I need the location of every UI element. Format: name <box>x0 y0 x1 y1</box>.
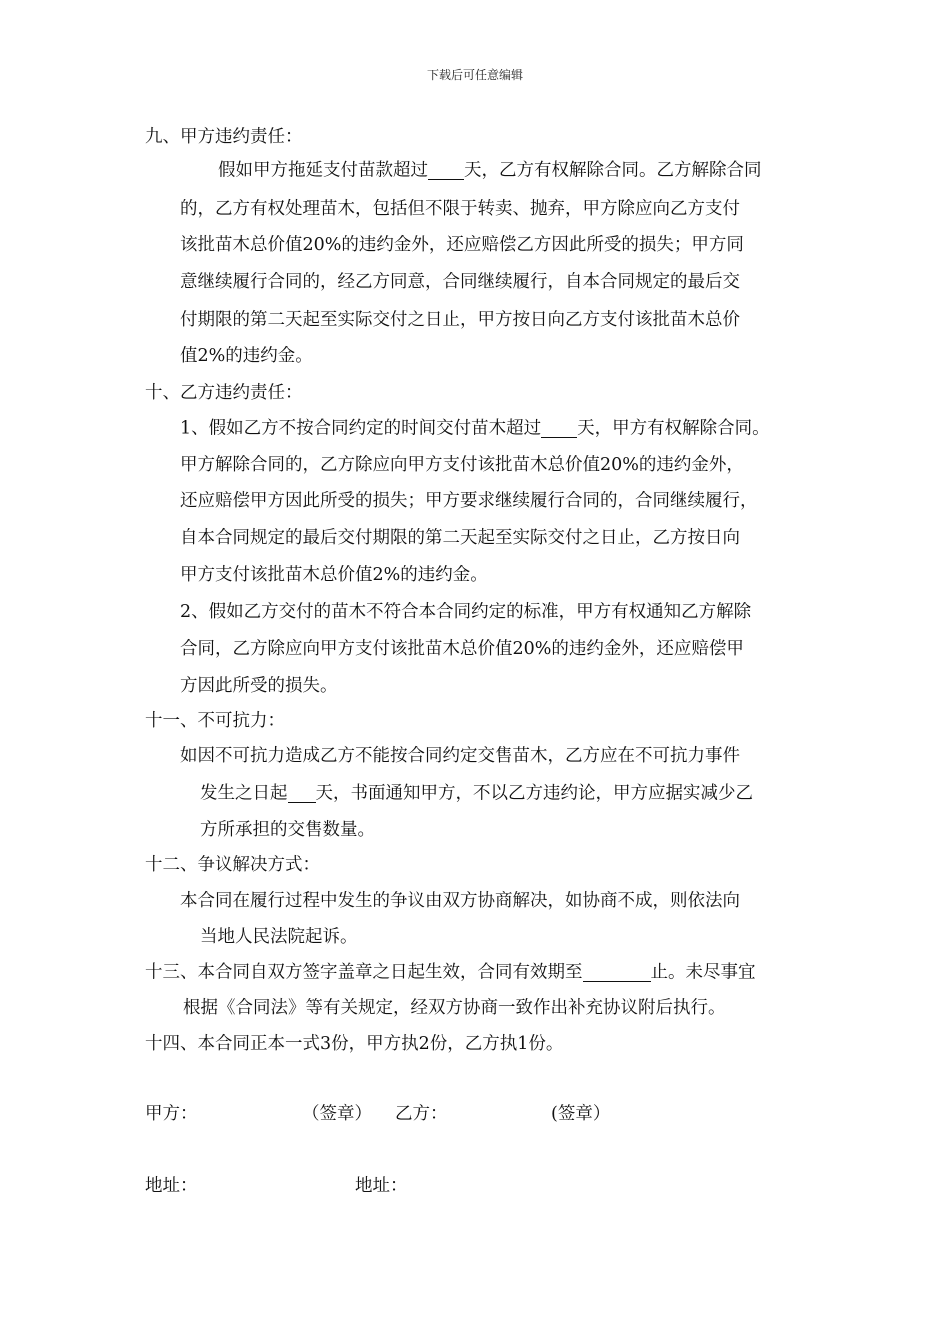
blank-days <box>288 785 316 803</box>
section-10-p1-line-4: 自本合同规定的最后交付期限的第二天起至实际交付之日止，乙方按日向 <box>180 528 740 548</box>
section-10-p1-line-3: 还应赔偿甲方因此所受的损失；甲方要求继续履行合同的，合同继续履行， <box>180 491 758 511</box>
section-9-line-4: 意继续履行合同的，经乙方同意，合同继续履行，自本合同规定的最后交 <box>180 272 740 292</box>
section-12-line-2: 当地人民法院起诉。 <box>200 927 358 947</box>
blank-days <box>541 420 577 438</box>
blank-days <box>428 162 464 180</box>
section-9-line-6: 值2%的违约金。 <box>180 346 313 366</box>
party-a-seal: （签章） <box>302 1104 372 1124</box>
section-12-title: 十二、争议解决方式： <box>145 855 320 875</box>
section-10-title: 十、乙方违约责任： <box>145 383 303 403</box>
section-11-line-1: 如因不可抗力造成乙方不能按合同约定交售苗木，乙方应在不可抗力事件 <box>180 746 740 766</box>
page-header-note: 下载后可任意编辑 <box>426 68 523 82</box>
section-10-p2-line-1: 2、假如乙方交付的苗木不符合本合同约定的标准，甲方有权通知乙方解除 <box>180 602 752 622</box>
section-13-line-1: 十三、本合同自双方签字盖章之日起生效，合同有效期至 止。未尽事宜 <box>145 962 756 983</box>
section-10-p1-line-5: 甲方支付该批苗木总价值2%的违约金。 <box>180 565 488 585</box>
section-10-p2-line-2: 合同，乙方除应向甲方支付该批苗木总价值20%的违约金外，还应赔偿甲 <box>180 639 744 659</box>
section-11-line-2: 发生之日起 天，书面通知甲方，不以乙方违约论，甲方应据实减少乙 <box>200 783 753 804</box>
section-9-title: 九、甲方违约责任： <box>145 127 303 147</box>
party-a-label: 甲方： <box>145 1104 198 1124</box>
section-10-p1-line-1: 1、假如乙方不按合同约定的时间交付苗木超过 天，甲方有权解除合同。 <box>180 418 770 439</box>
section-9-line-2: 的，乙方有权处理苗木，包括但不限于转卖、抛弃，甲方除应向乙方支付 <box>180 199 740 219</box>
party-b-seal: (签章） <box>551 1104 611 1124</box>
section-9-line-5: 付期限的第二天起至实际交付之日止，甲方按日向乙方支付该批苗木总价 <box>180 310 740 330</box>
section-10-p2-line-3: 方因此所受的损失。 <box>180 676 338 696</box>
section-11-line-3: 方所承担的交售数量。 <box>200 820 375 840</box>
section-9-line-1: 假如甲方拖延支付苗款超过 天，乙方有权解除合同。乙方解除合同 <box>218 160 762 181</box>
section-9-line-3: 该批苗木总价值20%的违约金外，还应赔偿乙方因此所受的损失；甲方同 <box>180 235 744 255</box>
section-13-line-2: 根据《合同法》等有关规定，经双方协商一致作出补充协议附后执行。 <box>183 998 726 1018</box>
party-a-address-label: 地址： <box>145 1176 198 1196</box>
section-10-p1-line-2: 甲方解除合同的，乙方除应向甲方支付该批苗木总价值20%的违约金外， <box>180 455 744 475</box>
section-11-title: 十一、不可抗力： <box>145 711 285 731</box>
section-12-line-1: 本合同在履行过程中发生的争议由双方协商解决，如协商不成，则依法向 <box>180 891 740 911</box>
blank-date <box>583 964 651 982</box>
party-b-address-label: 地址： <box>355 1176 408 1196</box>
party-b-label: 乙方： <box>395 1104 448 1124</box>
section-14-line-1: 十四、本合同正本一式3份，甲方执2份，乙方执1份。 <box>145 1034 564 1054</box>
